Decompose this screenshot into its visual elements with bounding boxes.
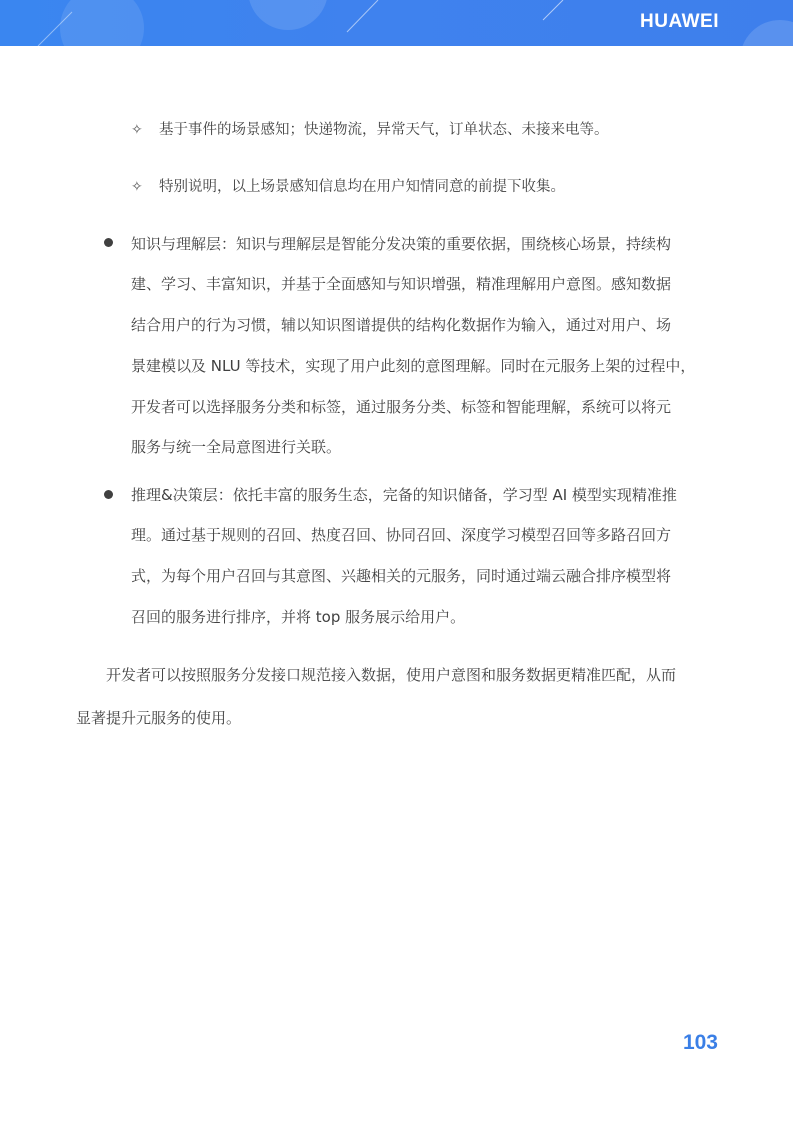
bullet-text-line: 推理&决策层：依托丰富的服务生态，完备的知识储备，学习型 AI 模型实现精准推 [131,486,677,504]
bullet-text-line: 式，为每个用户召回与其意图、兴趣相关的元服务，同时通过端云融合排序模型将 [131,567,672,585]
bullet-dot-icon [104,238,113,247]
bullet-text-line: 开发者可以选择服务分类和标签，通过服务分类、标签和智能理解，系统可以将元 [131,398,672,416]
sub-bullet-text: 特别说明，以上场景感知信息均在用户知情同意的前提下收集。 [159,179,565,195]
paragraph-line: 显著提升元服务的使用。 [76,709,242,727]
bullet-text-line: 知识与理解层：知识与理解层是智能分发决策的重要依据，围绕核心场景，持续构 [131,235,672,253]
bullet-text-line: 建、学习、丰富知识，并基于全面感知与知识增强，精准理解用户意图。感知数据 [131,275,672,293]
sub-bullet-item [131,120,609,140]
paragraph-line: 开发者可以按照服务分发接口规范接入数据，使用户意图和服务数据更精准匹配，从而 [106,666,677,684]
page-number: 103 [682,1031,718,1054]
brand-logo-text: HUAWEI [640,11,719,32]
bullet-text-line: 召回的服务进行排序，并将 top 服务展示给用户。 [131,608,466,626]
bullet-text-line: 服务与统一全局意图进行关联。 [131,438,342,456]
sub-bullet-item [131,177,565,197]
bullet-text-line: 结合用户的行为习惯，辅以知识图谱提供的结构化数据作为输入，通过对用户、场 [131,316,672,334]
bullet-text-line: 理。通过基于规则的召回、热度召回、协同召回、深度学习模型召回等多路召回方 [131,526,672,544]
diamond-star-icon: ✧ [131,122,143,138]
diamond-star-icon: ✧ [131,179,143,195]
sub-bullet-text: 基于事件的场景感知；快递物流，异常天气，订单状态、未接来电等。 [159,122,609,138]
bullet-text-line: 景建模以及 NLU 等技术，实现了用户此刻的意图理解。同时在元服务上架的过程中， [131,357,696,375]
header-banner [0,0,793,46]
bullet-dot-icon [104,490,113,499]
